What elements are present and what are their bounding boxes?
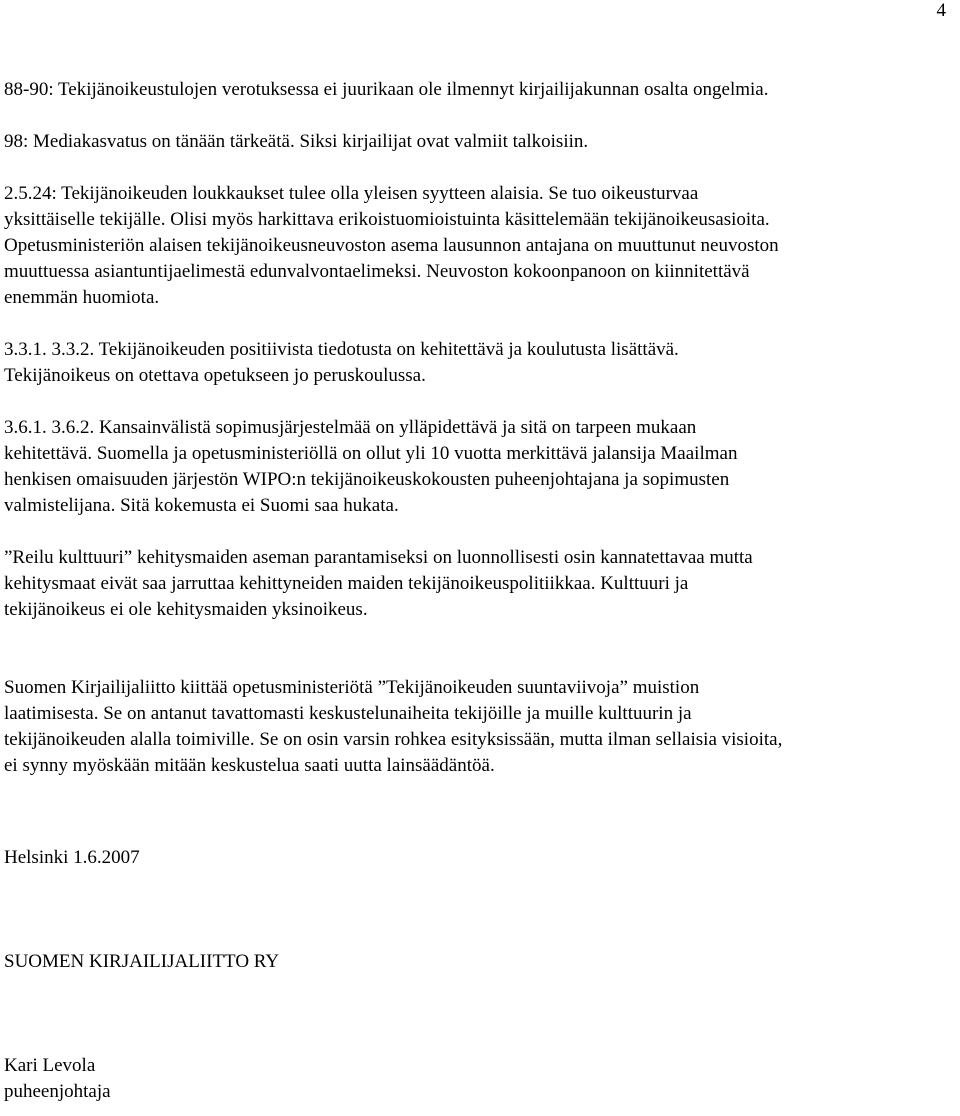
paragraph-closing-line-4: ei synny myöskään mitään keskustelua saati uutta lainsäädäntöä. [4,755,495,776]
paragraph-reilu-line-1: ”Reilu kulttuuri” kehitysmaiden aseman parantamiseksi on luonnollisesti osin kannatettavaa mutta [4,547,753,568]
paragraph-closing-line-1: Suomen Kirjailijaliitto kiittää opetusministeriötä ”Tekijänoikeuden suuntaviivoja” muistion [4,677,700,698]
paragraph-reilu-line-3: tekijänoikeus ei ole kehitysmaiden yksinoikeus. [4,599,368,620]
paragraph-2-5-24-line-3: Opetusministeriön alaisen tekijänoikeusneuvoston asema lausunnon antajana on muuttunut neuvoston [4,235,779,256]
paragraph-closing-line-3: tekijänoikeuden alalla toimiville. Se on osin varsin rohkea esityksissään, mutta ilman sellaisia visioita, [4,729,783,750]
paragraph-3-3-line-1: 3.3.1. 3.3.2. Tekijänoikeuden positiivista tiedotusta on kehitettävä ja koulutusta lisättävä. [4,339,679,360]
paragraph-98-line-1: 98: Mediakasvatus on tänään tärkeätä. Siksi kirjailijat ovat valmiit talkoisiin. [4,131,589,152]
paragraph-3-6-line-4: valmistelijana. Sitä kokemusta ei Suomi saa hukata. [4,495,399,516]
paragraph-3-6-line-2: kehitettävä. Suomella ja opetusministeriöllä on ollut yli 10 vuotta merkittävä jalansija Maailman [4,443,738,464]
paragraph-reilu-line-2: kehitysmaat eivät saa jarruttaa kehittyneiden maiden tekijänoikeuspolitiikkaa. Kulttuuri ja [4,573,689,594]
paragraph-2-5-24-line-1: 2.5.24: Tekijänoikeuden loukkaukset tulee olla yleisen syytteen alaisia. Se tuo oikeusturvaa [4,183,699,204]
place-date: Helsinki 1.6.2007 [4,847,140,868]
paragraph-3-3-line-2: Tekijänoikeus on otettava opetukseen jo peruskoulussa. [4,365,426,386]
paragraph-closing-line-2: laatimisesta. Se on antanut tavattomasti keskustelunaiheita tekijöille ja muille kulttuurin ja [4,703,692,724]
paragraph-2-5-24-line-5: enemmän huomiota. [4,287,160,308]
page-number: 4 [936,0,946,21]
organization-name: SUOMEN KIRJAILIJALIITTO RY [4,951,280,972]
signatory-title: puheenjohtaja [4,1081,111,1102]
paragraph-2-5-24-line-4: muuttuessa asiantuntijaelimestä edunvalvontaelimeksi. Neuvoston kokoonpanoon on kiinnitettävä [4,261,750,282]
paragraph-3-6-line-3: henkisen omaisuuden järjestön WIPO:n tekijänoikeuskokousten puheenjohtajana ja sopimusten [4,469,730,490]
signatory-name: Kari Levola [4,1055,96,1076]
paragraph-3-6-line-1: 3.6.1. 3.6.2. Kansainvälistä sopimusjärjestelmää on ylläpidettävä ja sitä on tarpeen mukaan [4,417,697,438]
paragraph-88-90-line-1: 88-90: Tekijänoikeustulojen verotuksessa ei juurikaan ole ilmennyt kirjailijakunnan osalta ongelmia. [4,79,769,100]
paragraph-2-5-24-line-2: yksittäiselle tekijälle. Olisi myös harkittava erikoistuomioistuinta käsittelemään tekijänoikeusasioita. [4,209,770,230]
